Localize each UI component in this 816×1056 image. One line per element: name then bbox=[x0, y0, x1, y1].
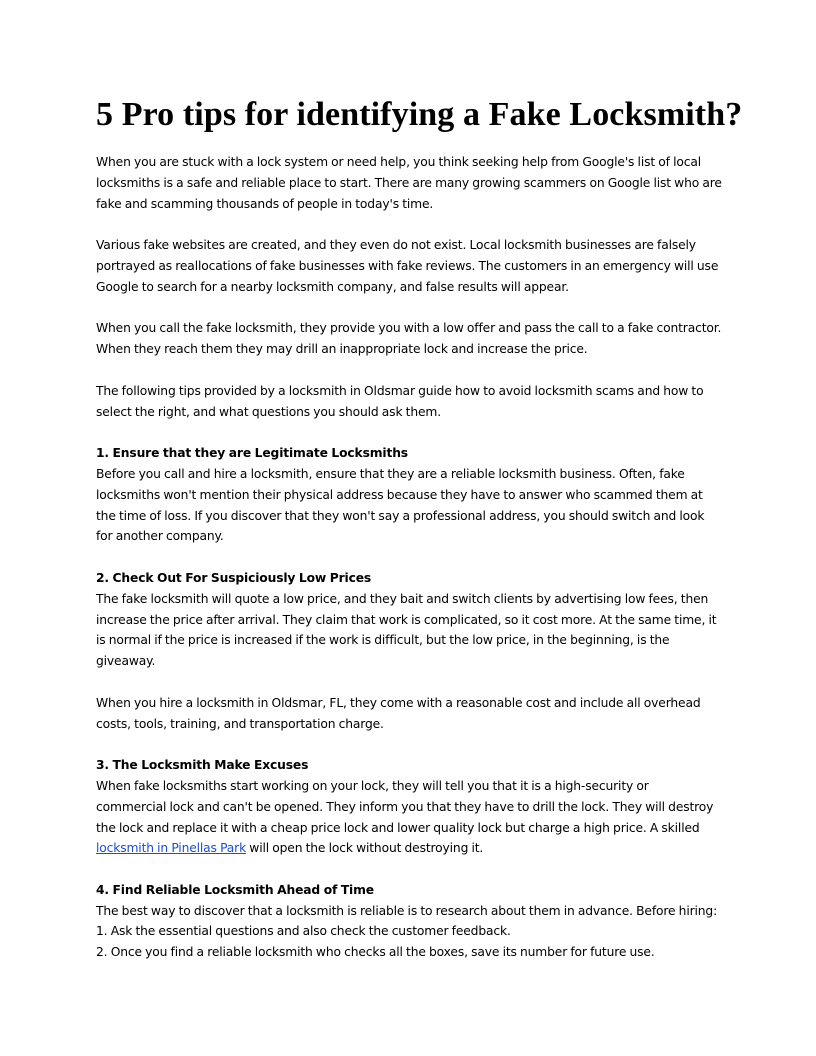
intro-paragraph-4: The following tips provided by a locksmith in Oldsmar guide how to avoid locksmith scams and how to select the right, and what questions you should ask them. bbox=[96, 383, 704, 419]
intro-paragraph-2: Various fake websites are created, and they even do not exist. Local locksmith businesses are falsely portrayed as reallocations of fake businesses with fake reviews. The customers in an emergency will use Google to search for a nearby locksmith company, and false results will appear. bbox=[96, 238, 719, 294]
intro-paragraph-3: When you call the fake locksmith, they provide you with a low offer and pass the call to a fake contractor. When they reach them they may drill an inappropriate lock and increase the price. bbox=[96, 321, 722, 357]
tip-4-heading: 4. Find Reliable Locksmith Ahead of Time bbox=[96, 882, 374, 897]
tip-2-followup: When you hire a locksmith in Oldsmar, FL, they come with a reasonable cost and include all overhead costs, tools, training, and transportation charge. bbox=[96, 695, 701, 731]
article-body bbox=[96, 152, 722, 963]
tip-2-text: The fake locksmith will quote a low price, and they bait and switch clients by advertising low fees, then increase the price after arrival. They claim that work is complicated, so it cost more. At the same time, it is normal if the price is increased if the work is difficult, but the low price, in the beginning, is the giveaway. bbox=[96, 591, 717, 669]
intro-paragraph-1: When you are stuck with a lock system or need help, you think seeking help from Google's list of local locksmiths is a safe and reliable place to start. There are many growing scammers on Google list who are fake and scamming thousands of people in today's time. bbox=[96, 155, 722, 211]
tip-3-heading: 3. The Locksmith Make Excuses bbox=[96, 758, 309, 773]
tip-4-list-item-2: 2. Once you find a reliable locksmith who checks all the boxes, save its number for future use. bbox=[96, 945, 655, 960]
tip-4-list-item-1: 1. Ask the essential questions and also check the customer feedback. bbox=[96, 924, 511, 939]
tip-1-section bbox=[96, 443, 722, 547]
page-title: 5 Pro tips for identifying a Fake Locksmith? bbox=[96, 96, 743, 133]
tip-4-section bbox=[96, 880, 722, 963]
document-page bbox=[96, 93, 743, 984]
tip-3-text-after-link: will open the lock without destroying it. bbox=[246, 841, 484, 856]
tip-3-section bbox=[96, 755, 722, 859]
tip-3-text bbox=[96, 776, 722, 859]
tip-1-text: Before you call and hire a locksmith, ensure that they are a reliable locksmith business. Often, fake locksmiths won't mention their physical address because they have to answer who scammed them at the time of loss. If you discover that they won't say a professional address, you should switch and look for another company. bbox=[96, 466, 705, 544]
tip-4-text: The best way to discover that a locksmith is reliable is to research about them in advance. Before hiring: bbox=[96, 903, 718, 918]
tip-2-heading: 2. Check Out For Suspiciously Low Prices bbox=[96, 570, 372, 585]
tip-2-section bbox=[96, 568, 722, 672]
tip-3-text-before-link: When fake locksmiths start working on your lock, they will tell you that it is a high-security or commercial lock and can't be opened. They inform you that they have to drill the lock. They will destroy the lock and replace it with a cheap price lock and lower quality lock but charge a high price. A skilled bbox=[96, 778, 714, 835]
tip-1-heading: 1. Ensure that they are Legitimate Locksmiths bbox=[96, 446, 408, 461]
locksmith-pinellas-park-link[interactable]: locksmith in Pinellas Park bbox=[96, 841, 247, 856]
